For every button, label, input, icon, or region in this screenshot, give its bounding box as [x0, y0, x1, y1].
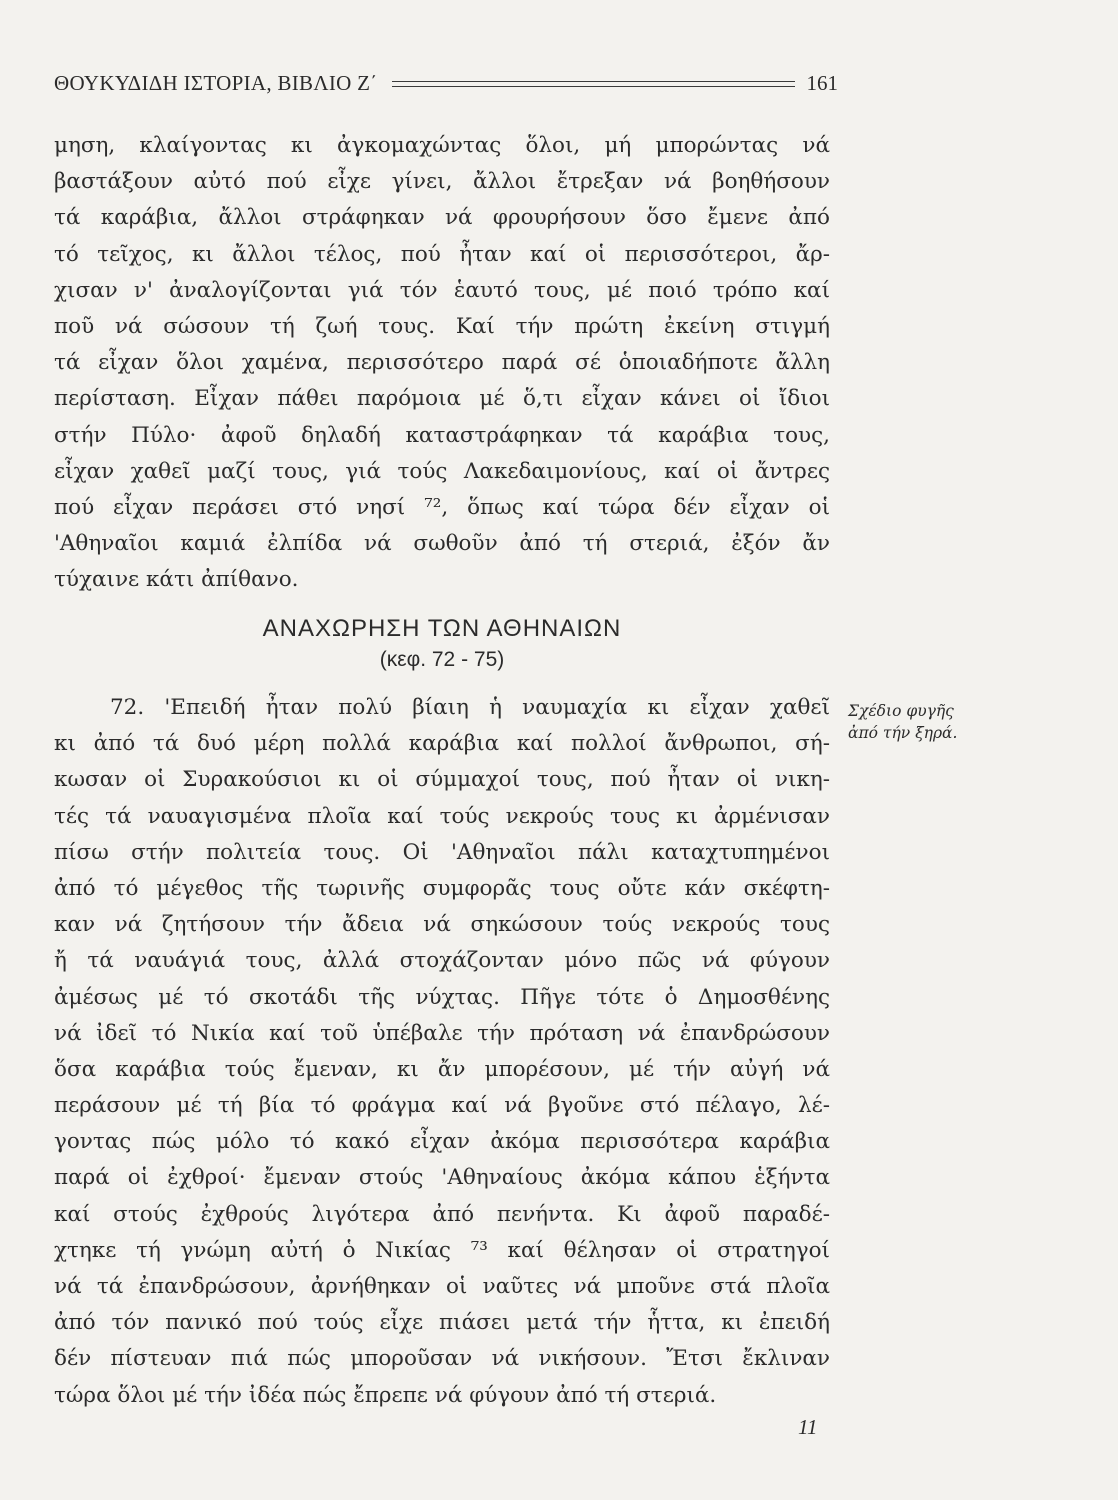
text-line: περάσουν μέ τή βία τό φράγμα καί νά βγοῦνε στό πέλαγο, λέ- — [54, 1093, 830, 1119]
text-line: τά καράβια, ἄλλοι στράφηκαν νά φρουρήσουν ὅσο ἔμενε ἀπό — [54, 205, 830, 231]
text-line: ἀπό τόν πανικό πού τούς εἶχε πιάσει μετά τήν ἧττα, κι ἐπειδή — [54, 1310, 830, 1336]
text-line: νά τά ἐπανδρώσουν, ἀρνήθηκαν οἱ ναῦτες νά μποῦνε στά πλοῖα — [54, 1274, 830, 1299]
section-heading — [54, 613, 830, 675]
text-line: καί στούς ἐχθρούς λιγότερα ἀπό πενήντα. Κι ἀφοῦ παραδέ- — [54, 1201, 830, 1227]
text-line: μηση, κλαίγοντας κι ἀγκομαχώντας ὅλοι, μή μπορώντας νά — [54, 133, 830, 158]
text-line: τό τεῖχος, κι ἄλλοι τέλος, πού ἦταν καί οἱ περισσότεροι, ἄρ- — [54, 241, 830, 267]
text-line: παρά οἱ ἐχθροί· ἔμεναν στούς 'Αθηναίους ἀκόμα κάπου ἑξήντα — [54, 1165, 830, 1191]
text-line: εἶχαν χαθεῖ μαζί τους, γιά τούς Λακεδαιμονίους, καί οἱ ἄντρες — [54, 458, 830, 484]
text-line: πίσω στήν πολιτεία τους. Οἱ 'Αθηναῖοι πάλι καταχτυπημένοι — [54, 839, 830, 865]
text-line: στήν Πύλο· ἀφοῦ δηλαδή καταστράφηκαν τά καράβια τους, — [54, 422, 830, 448]
text-line: ἀπό τό μέγεθος τῆς τωρινῆς συμφορᾶς τους οὔτε κάν σκέφτη- — [54, 875, 830, 901]
running-title: ΘΟΥΚΥΔΙΔΗ ΙΣΤΟΡΙΑ, ΒΙΒΛΙΟ Ζ΄ — [54, 70, 378, 95]
page-number: 161 — [806, 70, 838, 95]
text-line: νά ἰδεῖ τό Νικία καί τοῦ ὑπέβαλε τήν πρόταση νά ἐπανδρώσουν — [54, 1020, 830, 1046]
signature-mark: 11 — [798, 1415, 818, 1439]
text-line: ἤ τά ναυάγιά τους, ἀλλά στοχάζονταν μόνο πῶς νά φύγουν — [54, 948, 830, 974]
text-line: 'Αθηναῖοι καμιά ἐλπίδα νά σωθοῦν ἀπό τή στεριά, ἐξόν ἄν — [54, 531, 830, 557]
text-line: τά εἶχαν ὅλοι χαμένα, περισσότερο παρά σέ ὁποιαδήποτε ἄλλη — [54, 350, 830, 376]
running-head — [54, 68, 838, 98]
text-line: ὅσα καράβια τούς ἔμεναν, κι ἄν μπορέσουν, μέ τήν αὐγή νά — [54, 1056, 830, 1082]
text-line: κι ἀπό τά δυό μέρη πολλά καράβια καί πολλοί ἄνθρωποι, σή- — [54, 731, 830, 757]
section-title: ΑΝΑΧΩΡΗΣΗ ΤΩΝ ΑΘΗΝΑΙΩΝ — [262, 615, 622, 642]
text-line: καν νά ζητήσουν τήν ἄδεια νά σηκώσουν τούς νεκρούς τους — [54, 912, 830, 938]
text-line: ποῦ νά σώσουν τή ζωή τους. Καί τήν πρώτη ἐκείνη στιγμή — [54, 313, 830, 339]
text-line: χισαν ν' ἀναλογίζονται γιά τόν ἑαυτό τους, μέ ποιό τρόπο καί — [54, 277, 830, 303]
text-line: 72. 'Επειδή ἦταν πολύ βίαιη ἡ ναυμαχία κι εἶχαν χαθεῖ — [110, 695, 830, 720]
margin-note-line: ἀπό τήν ξηρά. — [848, 724, 958, 742]
text-line: ἀμέσως μέ τό σκοτάδι τῆς νύχτας. Πῆγε τότε ὁ Δημοσθένης — [54, 984, 830, 1010]
header-rule — [392, 81, 795, 87]
text-line: πού εἶχαν περάσει στό νησί ⁷², ὅπως καί τώρα δέν εἶχαν οἱ — [54, 494, 830, 520]
margin-note-line: Σχέδιο φυγῆς — [848, 702, 954, 720]
paragraph-continued — [54, 128, 830, 598]
text-line: τύχαινε κάτι ἀπίθανο. — [54, 567, 299, 593]
section-subtitle: (κεφ. 72 - 75) — [379, 648, 505, 671]
text-line: κωσαν οἱ Συρακούσιοι κι οἱ σύμμαχοί τους, πού ἦταν οἱ νικη- — [54, 767, 830, 793]
text-line: περίσταση. Εἶχαν πάθει παρόμοια μέ ὅ,τι εἶχαν κάνει οἱ ἴδιοι — [54, 386, 830, 412]
text-line: δέν πίστευαν πιά πώς μποροῦσαν νά νικήσουν. Ἔτσι ἔκλιναν — [54, 1346, 830, 1372]
margin-note — [848, 700, 1048, 744]
text-line: χτηκε τή γνώμη αὐτή ὁ Νικίας ⁷³ καί θέλησαν οἱ στρατηγοί — [54, 1237, 830, 1263]
text-line: βαστάξουν αὐτό πού εἶχε γίνει, ἄλλοι ἔτρεξαν νά βοηθήσουν — [54, 169, 830, 195]
paragraph-72 — [54, 690, 830, 1414]
text-line: γοντας πώς μόλο τό κακό εἶχαν ἀκόμα περισσότερα καράβια — [54, 1129, 830, 1155]
text-line: τές τά ναυαγισμένα πλοῖα καί τούς νεκρούς τους κι ἀρμένισαν — [54, 803, 830, 829]
text-line: τώρα ὅλοι μέ τήν ἰδέα πώς ἔπρεπε νά φύγουν ἀπό τή στεριά. — [54, 1382, 717, 1408]
